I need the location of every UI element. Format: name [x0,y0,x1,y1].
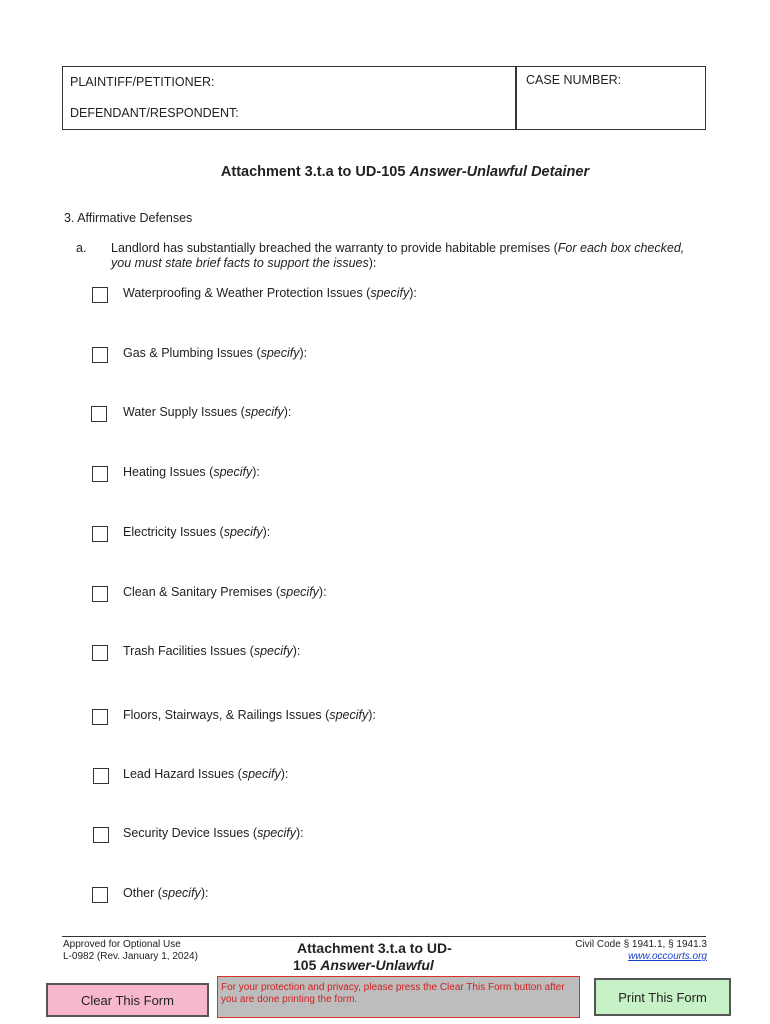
checkbox-label [123,585,327,599]
specify-word: specify [213,465,253,479]
specify-tail: ): [280,767,289,781]
checkbox[interactable] [93,768,109,784]
print-form-button[interactable]: Print This Form [594,978,731,1016]
checkbox[interactable] [92,347,108,363]
checkbox-label-text: Trash Facilities Issues ( [123,644,254,658]
checkbox-label [123,767,288,781]
checkbox[interactable] [92,586,108,602]
item-line-1 [111,241,711,255]
checkbox-label [123,286,417,300]
specify-tail: ): [295,826,304,840]
specify-tail: ): [409,286,417,300]
checkbox-label [123,405,291,419]
footer-title-line-2 [293,957,434,973]
checkbox[interactable] [92,887,108,903]
checkbox-label-text: Floors, Stairways, & Railings Issues ( [123,708,330,722]
approved-text: Approved for Optional Use [63,939,181,950]
checkbox-label [123,465,260,479]
checkbox-label-text: Gas & Plumbing Issues ( [123,346,261,360]
checkbox-label [123,644,300,658]
specify-word: specify [260,346,300,360]
specify-word: specify [280,585,319,599]
specify-word: specify [241,767,281,781]
website-link[interactable]: www.occourts.org [628,951,707,962]
checkbox-label-text: Security Device Issues ( [123,826,258,840]
checkbox-label-text: Waterproofing & Weather Protection Issues ( [123,286,371,300]
specify-tail: ): [368,708,376,722]
specify-tail: ): [292,644,301,658]
caption-divider [515,66,517,130]
checkbox-label-text: Water Supply Issues ( [123,405,245,419]
defendant-label: DEFENDANT/RESPONDENT: [70,106,239,120]
checkbox-label-text: Heating Issues ( [123,465,214,479]
specify-tail: ): [262,525,271,539]
footer-rule [62,936,706,937]
checkbox-label-text: Clean & Sanitary Premises ( [123,585,281,599]
specify-tail: ): [318,585,327,599]
specify-word: specify [244,405,284,419]
item-letter: a. [76,241,87,255]
item-line-2-italic: you must state brief facts to support the issues [111,256,369,270]
case-number-label: CASE NUMBER: [526,73,622,87]
checkbox-label [123,886,208,900]
page-title [0,164,770,180]
title-italic: Answer-Unlawful Detainer [409,164,590,180]
checkbox[interactable] [91,406,107,422]
checkbox-label-text: Other ( [123,886,162,900]
checkbox[interactable] [92,709,108,725]
clear-form-button[interactable]: Clear This Form [46,983,209,1017]
checkbox[interactable] [92,287,108,303]
form-id: L-0982 (Rev. January 1, 2024) [63,951,198,962]
checkbox-label [123,826,304,840]
specify-tail: ): [299,346,308,360]
checkbox-label-text: Lead Hazard Issues ( [123,767,242,781]
footer-title-italic: Answer-Unlawful [320,957,434,973]
item-line-2 [111,256,376,270]
specify-word: specify [329,708,369,722]
civil-code: Civil Code § 1941.1, § 1941.3 [575,939,707,950]
specify-word: specify [257,826,296,840]
specify-tail: ): [200,886,209,900]
checkbox-label [123,708,376,722]
item-line-1-text: Landlord has substantially breached the warranty to provide habitable premises ( [111,241,558,255]
checkbox[interactable] [92,526,108,542]
specify-word: specify [370,286,410,300]
footer-title-line-1: Attachment 3.t.a to UD- [297,940,452,956]
item-line-2-tail: ): [368,256,377,270]
section-heading: 3. Affirmative Defenses [64,211,193,225]
checkbox[interactable] [92,466,108,482]
checkbox-label [123,346,307,360]
checkbox[interactable] [93,827,109,843]
item-line-1-italic: For each box checked, [557,241,685,255]
specify-tail: ): [283,405,292,419]
specify-tail: ): [252,465,260,479]
checkbox-label-text: Electricity Issues ( [123,525,224,539]
checkbox[interactable] [92,645,108,661]
specify-word: specify [253,644,293,658]
footer-title-plain: 105 [293,957,321,973]
plaintiff-label: PLAINTIFF/PETITIONER: [70,75,215,89]
title-prefix: Attachment 3.t.a to UD-105 [220,164,410,180]
privacy-notice: For your protection and privacy, please press the Clear This Form button after you are done printing the form. [217,976,580,1018]
specify-word: specify [223,525,263,539]
specify-word: specify [161,886,201,900]
checkbox-label [123,525,270,539]
